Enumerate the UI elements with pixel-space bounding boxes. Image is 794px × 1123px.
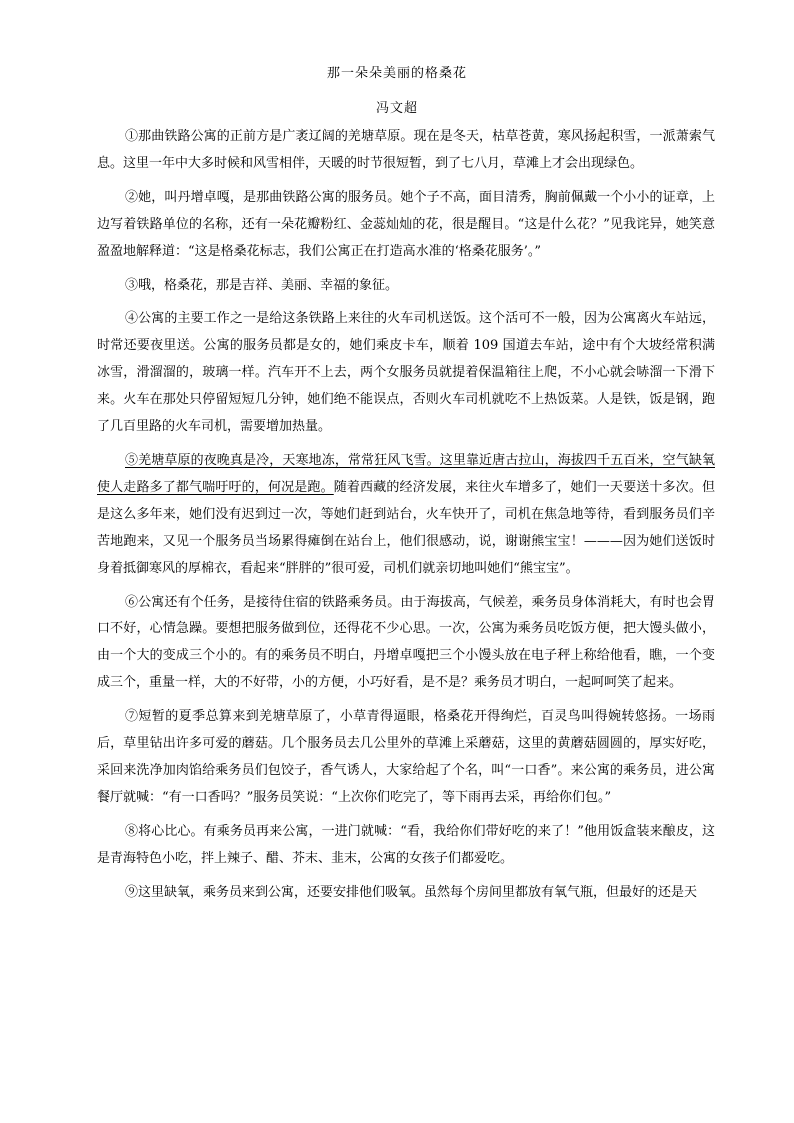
- paragraph-5-rest: 随着西藏的经济发展，来往火车增多了，她们一天要送十多次。但是这么多年来，她们没有迟到过一次，等她们赶到站台，火车快开了，司机在焦急地等待，看到服务员们辛苦地跑来，又见一个服务员当场累得瘫倒在站台上，他们很感动，说，谢谢熊宝宝！———因为她们送饭时身着抵御寒风的厚棉衣，看起来“胖胖的”很可爱，司机们就亲切地叫她们“熊宝宝”。: [97, 479, 715, 576]
- paragraph-2: ②她，叫丹增卓嘎，是那曲铁路公寓的服务员。她个子不高，面目清秀，胸前佩戴一个小小的证章，上边写着铁路单位的名称，还有一朵花瓣粉红、金蕊灿灿的花，很是醒目。“这是什么花？”见我诧异，她笑意盈盈地解释道：“这是格桑花标志，我们公寓正在打造高水准的‘格桑花服务’。”: [97, 189, 715, 259]
- paragraph-4: ④公寓的主要工作之一是给这条铁路上来往的火车司机送饭。这个活可不一般，因为公寓离火车站远，时常还要夜里送。公寓的服务员都是女的，她们乘皮卡车，顺着 109 国道去车站，途中有个大坡经常积满冰雪，滑溜溜的，玻璃一样。汽车开不上去，两个女服务员就提着保温箱往上爬，不小心就会哧溜一下滑下来。火车在那处只停留短短几分钟，她们绝不能误点，否则火车司机就吃不上热饭菜。人是铁，饭是钢，跑了几百里路的火车司机，需要增加热量。: [97, 311, 715, 435]
- paragraph-8: ⑧将心比心。有乘务员再来公寓，一进门就喊：“看，我给你们带好吃的来了！”他用饭盒装来酿皮，这是青海特色小吃，拌上辣子、醋、芥末、韭末，公寓的女孩子们都爱吃。: [97, 823, 715, 866]
- paragraph-6: ⑥公寓还有个任务，是接待住宿的铁路乘务员。由于海拔高，气候差，乘务员身体消耗大，有时也会胃口不好，心情急躁。要想把服务做到位，还得花不少心思。一次，公寓为乘务员吃饭方便，把大馒头做小，由一个大的变成三个小的。有的乘务员不明白，丹增卓嘎把三个小馒头放在电子秤上称给他看，瞧，一个变成三个，重量一样，大的不好带，小的方便，小巧好看，是不是？乘务员才明白，一起呵呵笑了起来。: [97, 594, 715, 691]
- article-body: [97, 124, 715, 913]
- article-author: 冯文超: [375, 101, 418, 116]
- paragraph-5-underlined-sentence: ⑤羌塘草原的夜晚真是冷，天寒地冻，常常狂风飞雪。这里靠近唐古拉山，海拔四千五百米，空气缺氧使人走路多了都气喘吁吁的，何况是跑。: [97, 452, 715, 495]
- paragraph-9: ⑨这里缺氧，乘务员来到公寓，还要安排他们吸氧。虽然每个房间里都放有氧气瓶，但最好的还是天: [125, 884, 698, 900]
- paragraph-5: [97, 448, 715, 583]
- paragraph-3: ③哦，格桑花，那是吉祥、美丽、幸福的象征。: [125, 277, 399, 293]
- paragraph-7: ⑦短暂的夏季总算来到羌塘草原了，小草青得逼眼，格桑花开得绚烂，百灵鸟叫得婉转悠扬。一场雨后，草里钻出许多可爱的蘑菇。几个服务员去几公里外的草滩上采蘑菇，这里的黄蘑菇圆圆的，厚实好吃，采回来洗净加肉馅给乘务员们包饺子，香气诱人，大家给起了个名，叫“一口香”。来公寓的乘务员，进公寓餐厅就喊：“有一口香吗？”服务员笑说：“上次你们吃完了，等下雨再去采，再给你们包。”: [97, 709, 715, 805]
- paragraph-1: ①那曲铁路公寓的正前方是广袤辽阔的羌塘草原。现在是冬天，枯草苍黄，寒风扬起积雪，一派萧索气息。这里一年中大多时候和风雪相伴，天暖的时节很短暂，到了七八月，草滩上才会出现绿色。: [97, 129, 715, 171]
- article-title: 那一朵朵美丽的格桑花: [326, 66, 467, 81]
